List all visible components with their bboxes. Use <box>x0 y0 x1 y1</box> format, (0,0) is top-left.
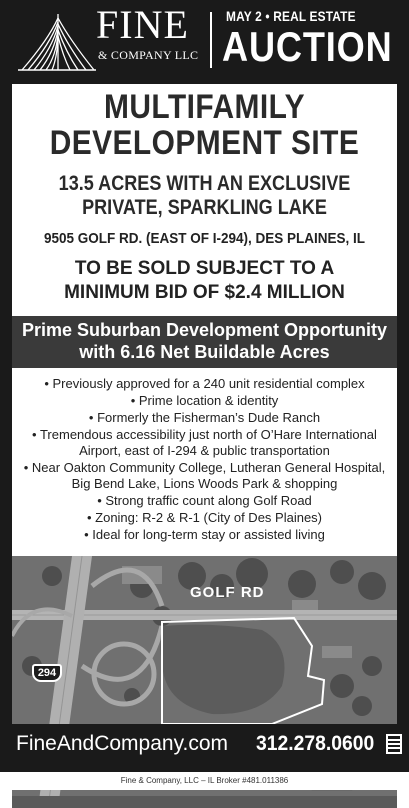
content-panel <box>12 84 397 724</box>
bullet-item: • Prime location & identity <box>130 393 279 408</box>
property-address: 9505 GOLF RD. (EAST OF I-294), DES PLAINES, IL <box>43 230 366 247</box>
bullet-item-continued: Big Bend Lake, Lions Woods Park & shopping <box>71 476 338 491</box>
website-link[interactable]: FineAndCompany.com <box>16 732 229 755</box>
skyline-logo-icon <box>18 10 96 72</box>
headline-line-2: DEVELOPMENT SITE <box>49 124 360 162</box>
headline-line-1: MULTIFAMILY <box>104 88 305 126</box>
bullet-item: • Strong traffic count along Golf Road <box>97 493 312 508</box>
broker-license: Fine & Company, LLC – IL Broker #481.011386 <box>0 772 409 790</box>
banner-line-2: with 6.16 Net Buildable Acres <box>79 342 330 362</box>
minimum-bid-line-1: TO BE SOLD SUBJECT TO A <box>74 258 335 279</box>
subheadline-line-1: 13.5 ACRES WITH AN EXCLUSIVE <box>58 172 351 195</box>
subheadline-line-2: PRIVATE, SPARKLING LAKE <box>82 196 327 219</box>
bullet-item-continued: Airport, east of I-294 & public transportation <box>79 443 330 458</box>
bullet-item: • Previously approved for a 240 unit residential complex <box>44 376 365 391</box>
interstate-shield <box>32 664 62 682</box>
auctioneers-association-icon <box>386 734 402 754</box>
opportunity-banner <box>12 316 397 368</box>
banner-line-1: Prime Suburban Development Opportunity <box>21 320 388 340</box>
header <box>0 0 409 84</box>
phone-number[interactable]: 312.278.0600 <box>256 732 375 755</box>
bullet-item: • Tremendous accessibility just north of O’Hare International <box>32 427 377 442</box>
header-divider <box>210 12 212 68</box>
interstate-number: 294 <box>37 667 57 679</box>
bullet-item: • Near Oakton Community College, Lutheran General Hospital, <box>23 460 386 475</box>
footer <box>0 724 409 772</box>
auction-date: MAY 2 • REAL ESTATE <box>226 8 356 24</box>
logo-subtitle: & COMPANY LLC <box>98 48 199 62</box>
logo-name: FINE <box>96 2 189 47</box>
bullet-item: • Formerly the Fisherman’s Dude Ranch <box>88 410 321 425</box>
road-label: GOLF RD <box>190 584 265 601</box>
bullet-item: • Zoning: R-2 & R-1 (City of Des Plaines) <box>86 510 322 525</box>
bullet-item: • Ideal for long-term stay or assisted living <box>84 527 325 542</box>
auction-title: AUCTION <box>222 23 393 70</box>
minimum-bid-line-2: MINIMUM BID OF $2.4 MILLION <box>64 282 345 303</box>
